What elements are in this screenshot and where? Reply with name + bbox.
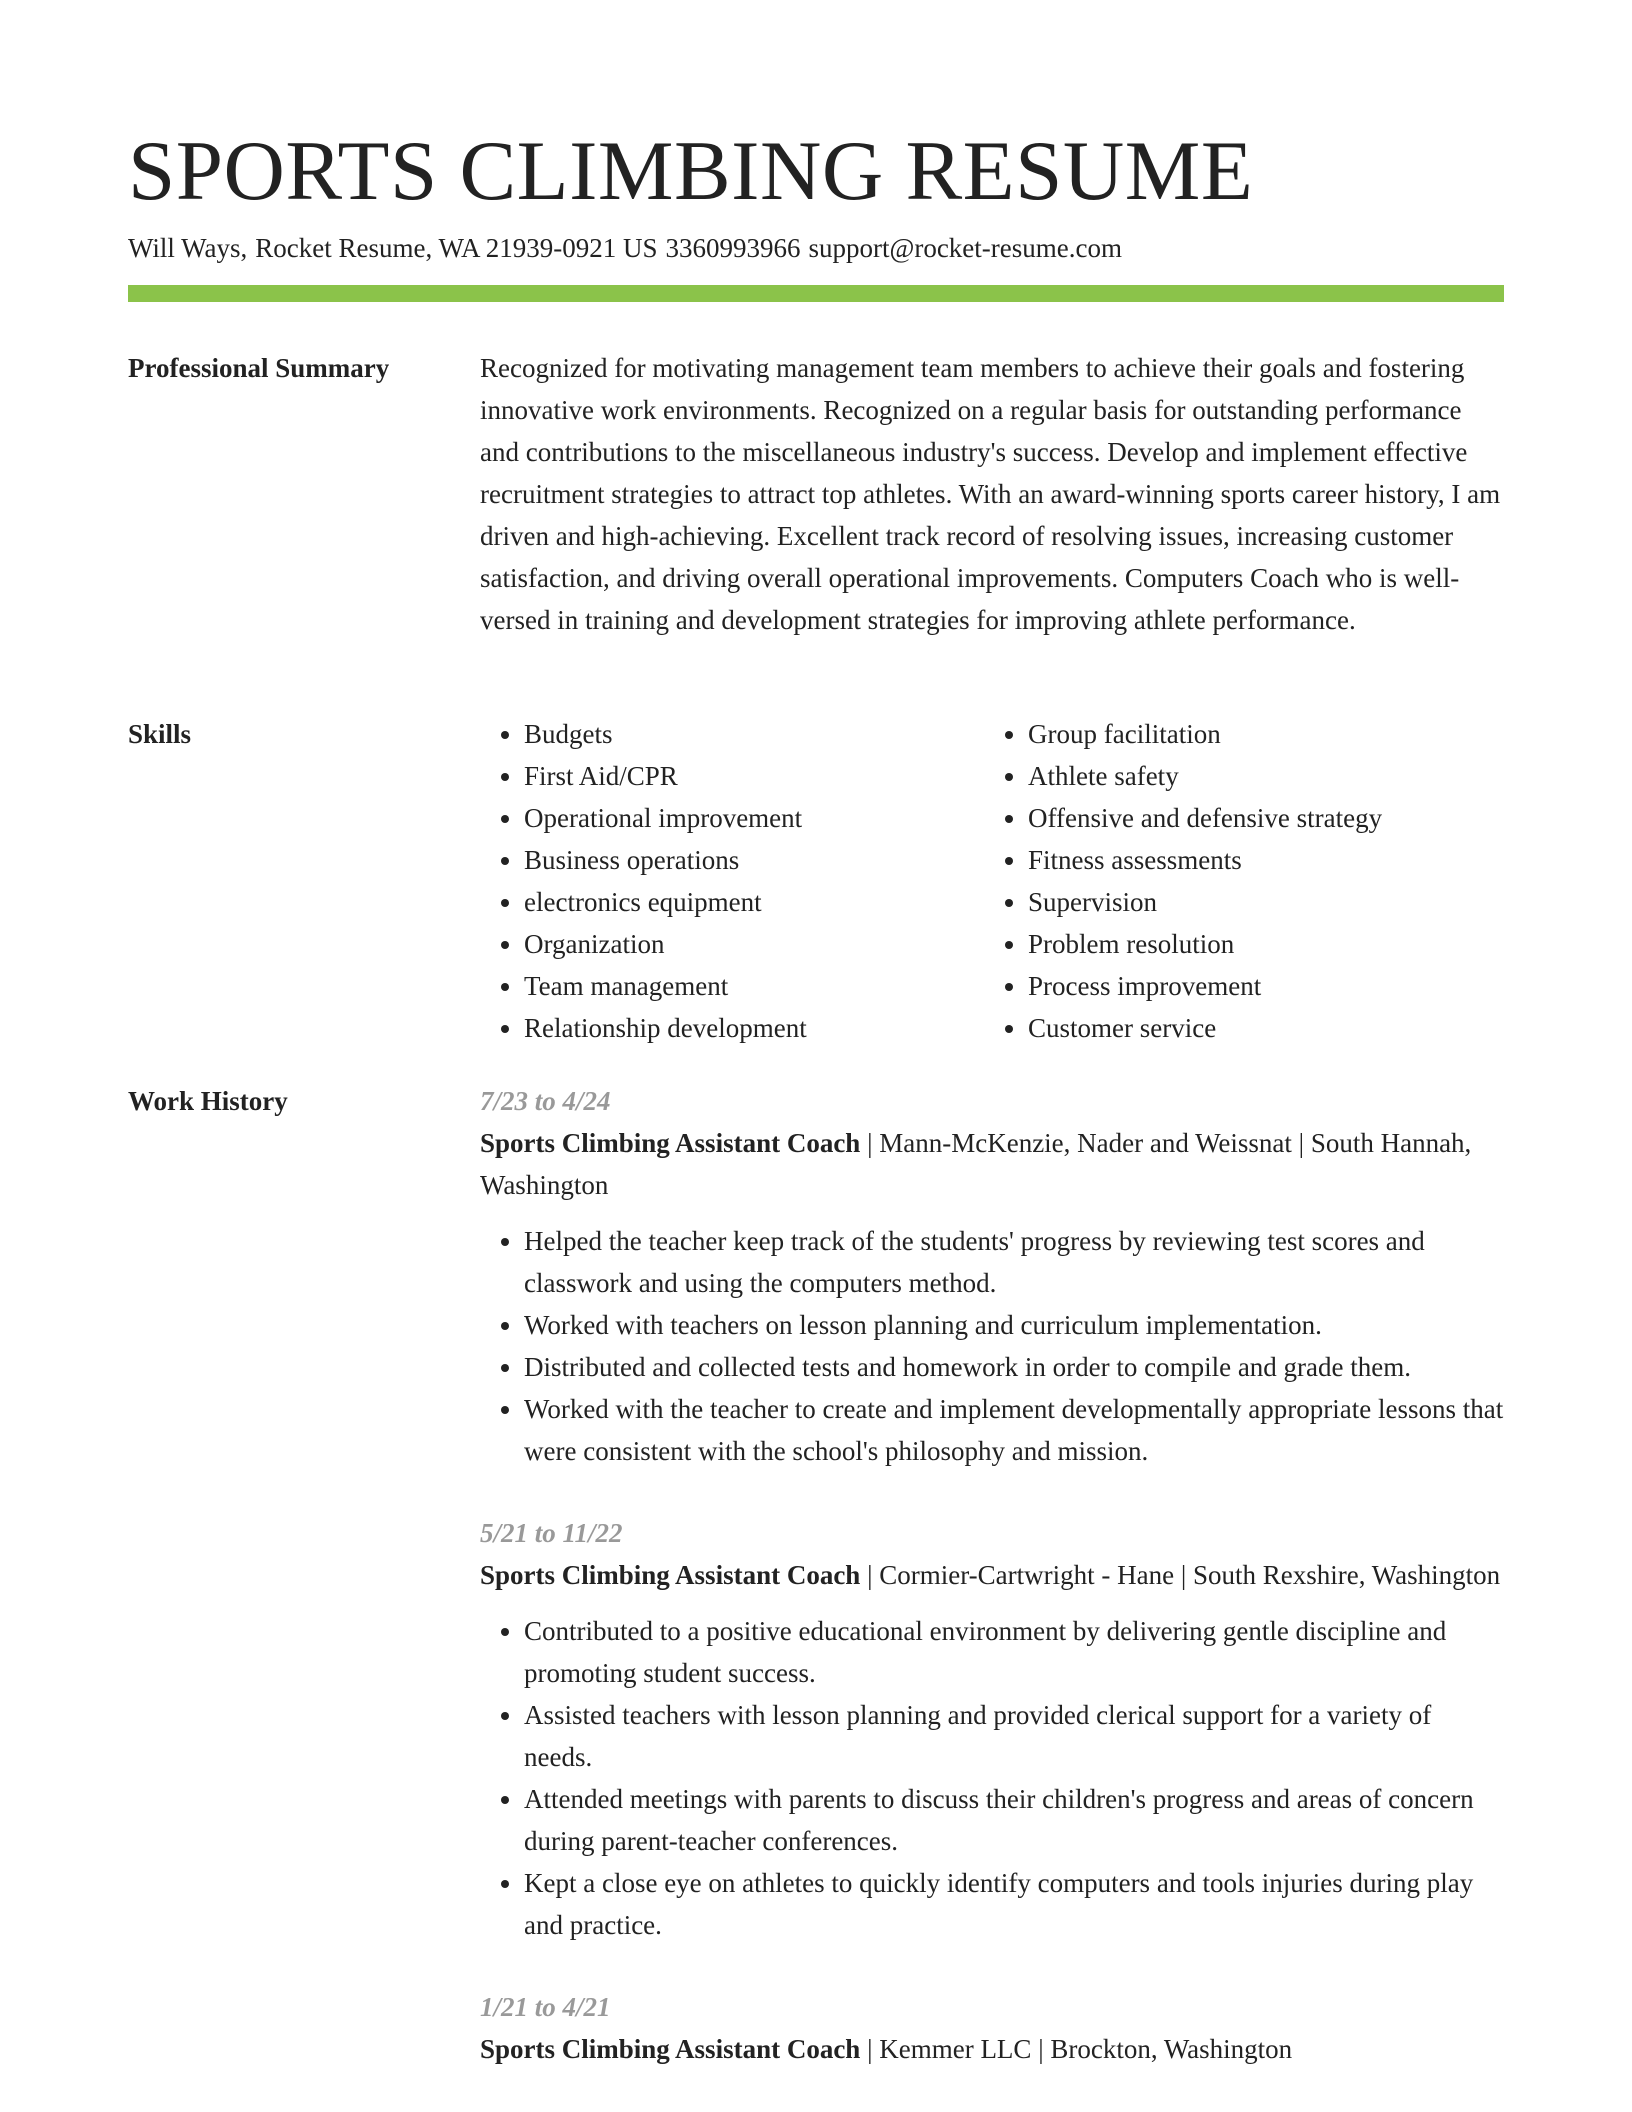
- job-details: | Kemmer LLC | Brockton, Washington: [860, 2034, 1293, 2064]
- skill-item: • Budgets: [524, 713, 984, 755]
- job-title: Sports Climbing Assistant Coach: [480, 2034, 861, 2064]
- work-history-section: [128, 1080, 1504, 2112]
- job-details: | Cormier-Cartwright - Hane | South Rexshire, Washington: [860, 1560, 1501, 1590]
- job-entry: [480, 1512, 1504, 1946]
- contact-address: Rocket Resume, WA 21939-0921 US: [255, 233, 658, 263]
- job-bullet: • Worked with the teacher to create and implement developmentally appropriate lessons that were consistent with the school's philosophy and mission.: [524, 1388, 1504, 1472]
- job-bullets: [480, 1610, 1504, 1946]
- skills-body: [480, 713, 1504, 1049]
- job-bullet: • Contributed to a positive educational environment by delivering gentle discipline and promoting student success.: [524, 1610, 1504, 1694]
- skill-item: • Supervision: [1028, 881, 1488, 923]
- job-dates: 7/23 to 4/24: [480, 1086, 611, 1116]
- job-bullet: • Helped the teacher keep track of the students' progress by reviewing test scores and classwork and using the computers method.: [524, 1220, 1504, 1304]
- summary-body: [480, 347, 1504, 641]
- contact-phone: 3360993966: [665, 233, 801, 263]
- job-bullet: • Worked with teachers on lesson planning and curriculum implementation.: [524, 1304, 1504, 1346]
- skill-item: • Team management: [524, 965, 984, 1007]
- skill-item: • Organization: [524, 923, 984, 965]
- summary-heading: Professional Summary: [128, 353, 390, 383]
- resume-title: SPORTS CLIMBING RESUME: [128, 124, 1254, 218]
- skill-item: • Fitness assessments: [1028, 839, 1488, 881]
- skill-item: • Customer service: [1028, 1007, 1488, 1049]
- job-bullets: [480, 1220, 1504, 1472]
- skill-item: • Problem resolution: [1028, 923, 1488, 965]
- job-bullet: • Attended meetings with parents to discuss their children's progress and areas of concern during parent-teacher conferences.: [524, 1778, 1504, 1862]
- skill-item: • Business operations: [524, 839, 984, 881]
- skill-item: • Offensive and defensive strategy: [1028, 797, 1488, 839]
- skills-section: [128, 713, 1504, 1053]
- job-entry: [480, 1986, 1504, 2070]
- skills-heading: Skills: [128, 719, 192, 749]
- job-title: Sports Climbing Assistant Coach: [480, 1560, 861, 1590]
- job-details: | Mann-McKenzie, Nader and Weissnat | South Hannah, Washington: [480, 1128, 1472, 1200]
- contact-line: [128, 230, 1122, 266]
- job-heading: [480, 1122, 1504, 1206]
- contact-email[interactable]: support@rocket-resume.com: [808, 233, 1122, 263]
- summary-section: [128, 347, 1504, 687]
- job-heading: [480, 1554, 1504, 1596]
- job-bullet: • Kept a close eye on athletes to quickly identify computers and tools injuries during play and practice.: [524, 1862, 1504, 1946]
- job-entry: [480, 1080, 1504, 1472]
- skill-item: • Process improvement: [1028, 965, 1488, 1007]
- job-heading: [480, 2028, 1504, 2070]
- job-dates: 5/21 to 11/22: [480, 1518, 623, 1548]
- job-bullet: • Distributed and collected tests and homework in order to compile and grade them.: [524, 1346, 1504, 1388]
- header-divider: [128, 285, 1504, 302]
- skill-item: • Operational improvement: [524, 797, 984, 839]
- skill-item: • First Aid/CPR: [524, 755, 984, 797]
- summary-text: Recognized for motivating management team members to achieve their goals and fostering innovative work environments. Recognized on a regular basis for outstanding performance and contributions to the miscellaneous industry's success. Develop and implement effective recruitment strategies to attract top athletes. With an award-winning sports career history, I am driven and high-achieving. Excellent track record of resolving issues, increasing customer satisfaction, and driving overall operational improvements. Computers Coach who is well-versed in training and development strategies for improving athlete performance.: [480, 353, 1501, 635]
- skills-list-right: [984, 713, 1488, 1049]
- skill-item: • electronics equipment: [524, 881, 984, 923]
- skill-item: • Athlete safety: [1028, 755, 1488, 797]
- job-bullet: • Assisted teachers with lesson planning and provided clerical support for a variety of needs.: [524, 1694, 1504, 1778]
- skill-item: • Relationship development: [524, 1007, 984, 1049]
- job-dates: 1/21 to 4/21: [480, 1992, 611, 2022]
- contact-name: Will Ways,: [128, 233, 248, 263]
- skills-list-left: [480, 713, 984, 1049]
- work-history-body: [480, 1080, 1504, 2110]
- job-title: Sports Climbing Assistant Coach: [480, 1128, 861, 1158]
- work-history-heading: Work History: [128, 1086, 288, 1116]
- skill-item: • Group facilitation: [1028, 713, 1488, 755]
